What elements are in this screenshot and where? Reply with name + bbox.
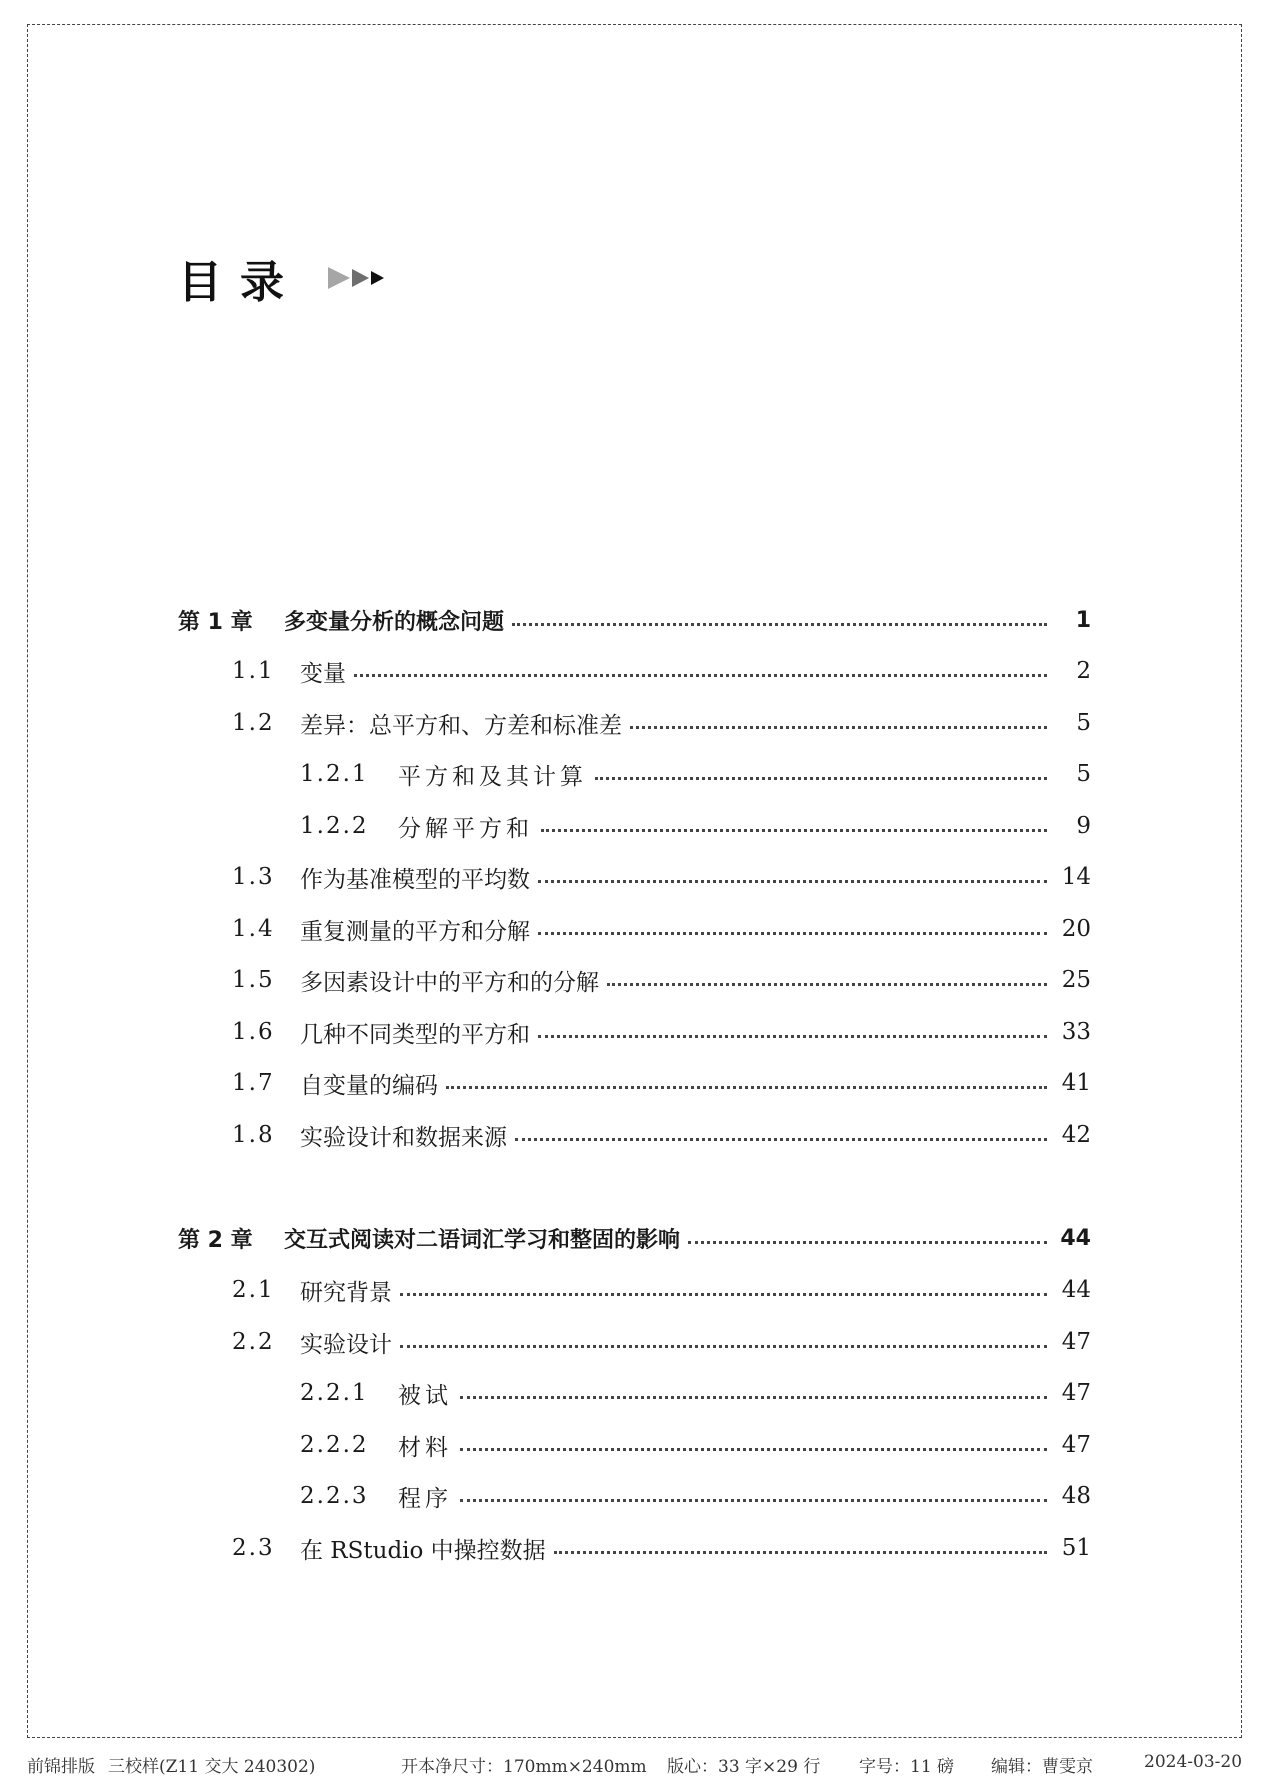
toc-entry-page: 5	[1076, 710, 1091, 736]
toc-entry-number: 2.1	[232, 1277, 275, 1303]
dot-leader	[541, 829, 1047, 832]
toc-entry-number: 2.2	[232, 1329, 275, 1355]
toc-entry-page: 9	[1076, 813, 1091, 839]
toc-entry-page: 47	[1061, 1329, 1091, 1355]
dot-leader	[400, 1293, 1047, 1296]
toc-entry-title: 材料	[398, 1434, 452, 1461]
toc-entry-number: 第 1 章	[178, 609, 253, 635]
dot-leader	[538, 1035, 1047, 1038]
toc-entry[interactable]	[0, 703, 1267, 743]
toc-entry-title: 实验设计	[300, 1331, 392, 1358]
toc-entry-page: 14	[1061, 864, 1091, 890]
dot-leader	[554, 1551, 1047, 1554]
arrow-light-icon	[328, 267, 350, 289]
toc-entry-title: 程序	[398, 1485, 452, 1512]
toc-entry-number: 1.6	[232, 1019, 275, 1045]
toc-entry-page: 47	[1061, 1432, 1091, 1458]
toc-entry-number: 1.5	[232, 967, 275, 993]
dot-leader	[630, 726, 1047, 729]
dot-leader	[538, 880, 1047, 883]
toc-entry[interactable]	[0, 1218, 1267, 1258]
footer-editor: 编辑：曹雯京	[991, 1757, 1093, 1777]
toc-entry-title: 在 RStudio 中操控数据	[300, 1537, 546, 1564]
footer-trim-size: 开本净尺寸：170mm×240mm	[401, 1757, 647, 1777]
arrow-dark-icon	[371, 271, 384, 285]
toc-entry-number: 1.8	[232, 1122, 275, 1148]
toc-entry[interactable]	[0, 1528, 1267, 1568]
toc-entry-title: 几种不同类型的平方和	[300, 1021, 530, 1048]
toc-entry-title: 自变量的编码	[300, 1072, 438, 1099]
footer-date: 2024-03-20	[1144, 1752, 1243, 1772]
toc-entry-number: 1.2.2	[300, 813, 369, 839]
triple-arrow-icon	[328, 267, 384, 289]
toc-entry-page: 1	[1075, 607, 1091, 633]
toc-entry-number: 1.1	[232, 658, 275, 684]
toc-entry-number: 1.2	[232, 710, 275, 736]
toc-entry[interactable]	[0, 1476, 1267, 1516]
dot-leader	[460, 1396, 1047, 1399]
toc-entry-page: 5	[1076, 761, 1091, 787]
toc-entry-page: 41	[1061, 1070, 1091, 1096]
toc-entry-number: 1.2.1	[300, 761, 369, 787]
toc-entry-page: 33	[1061, 1019, 1091, 1045]
toc-heading	[178, 248, 384, 308]
toc-entry-number: 2.2.1	[300, 1380, 369, 1406]
toc-entry[interactable]	[0, 857, 1267, 897]
toc-entry-title: 多因素设计中的平方和的分解	[300, 969, 599, 996]
toc-entry-number: 1.4	[232, 916, 275, 942]
toc-entry-page: 2	[1076, 658, 1091, 684]
dot-leader	[595, 777, 1047, 780]
toc-entry-page: 48	[1061, 1483, 1091, 1509]
toc-entry[interactable]	[0, 754, 1267, 794]
toc-entry-title: 多变量分析的概念问题	[284, 609, 505, 635]
toc-entry-title: 重复测量的平方和分解	[300, 918, 530, 945]
toc-entry[interactable]	[0, 806, 1267, 846]
proof-footer	[27, 1752, 1242, 1778]
toc-entry-title: 平方和及其计算	[398, 763, 587, 790]
toc-entry-number: 2.2.2	[300, 1432, 369, 1458]
dot-leader	[460, 1448, 1047, 1451]
toc-entry-number: 1.3	[232, 864, 275, 890]
toc-entry[interactable]	[0, 1270, 1267, 1310]
dot-leader	[607, 983, 1047, 986]
footer-font-size: 字号：11 磅	[859, 1757, 955, 1777]
toc-entry[interactable]	[0, 1425, 1267, 1465]
toc-entry[interactable]	[0, 960, 1267, 1000]
toc-entry[interactable]	[0, 600, 1267, 640]
footer-type-area: 版心：33 字×29 行	[667, 1757, 821, 1777]
toc-entry-title: 研究背景	[300, 1279, 392, 1306]
toc-entry-page: 20	[1061, 916, 1091, 942]
dot-leader	[688, 1241, 1047, 1244]
page-title: 目录	[178, 257, 302, 308]
arrow-mid-icon	[352, 269, 369, 287]
toc-entry-page: 51	[1061, 1535, 1091, 1561]
toc-entry-page: 25	[1061, 967, 1091, 993]
toc-entry-title: 实验设计和数据来源	[300, 1124, 507, 1151]
dot-leader	[512, 623, 1047, 626]
toc-entry-number: 1.7	[232, 1070, 275, 1096]
toc-entry[interactable]	[0, 1115, 1267, 1155]
toc-entry-number: 2.2.3	[300, 1483, 369, 1509]
toc-entry[interactable]	[0, 1322, 1267, 1362]
toc-entry-page: 47	[1061, 1380, 1091, 1406]
footer-layout: 前锦排版	[27, 1757, 95, 1777]
toc-entry[interactable]	[0, 1373, 1267, 1413]
dot-leader	[354, 674, 1047, 677]
toc-entry-page: 42	[1061, 1122, 1091, 1148]
toc-entry-number: 第 2 章	[178, 1227, 253, 1253]
toc-entry-page: 44	[1061, 1277, 1091, 1303]
toc-entry[interactable]	[0, 909, 1267, 949]
dot-leader	[538, 932, 1047, 935]
toc-entry-page: 44	[1060, 1225, 1091, 1251]
toc-entry-title: 交互式阅读对二语词汇学习和整固的影响	[284, 1227, 681, 1253]
dot-leader	[460, 1499, 1047, 1502]
toc-entry[interactable]	[0, 651, 1267, 691]
toc-entry-title: 差异：总平方和、方差和标准差	[300, 712, 622, 739]
toc-entry-number: 2.3	[232, 1535, 275, 1561]
toc-entry-title: 被试	[398, 1382, 452, 1409]
dot-leader	[446, 1086, 1047, 1089]
toc-entry[interactable]	[0, 1012, 1267, 1052]
toc-entry-title: 作为基准模型的平均数	[300, 866, 530, 893]
toc-entry-title: 分解平方和	[398, 815, 533, 842]
toc-entry-title: 变量	[300, 660, 346, 687]
footer-proof: 三校样(Z11 交大 240302)	[108, 1757, 316, 1777]
dot-leader	[400, 1345, 1047, 1348]
dot-leader	[515, 1138, 1047, 1141]
toc-entry[interactable]	[0, 1063, 1267, 1103]
